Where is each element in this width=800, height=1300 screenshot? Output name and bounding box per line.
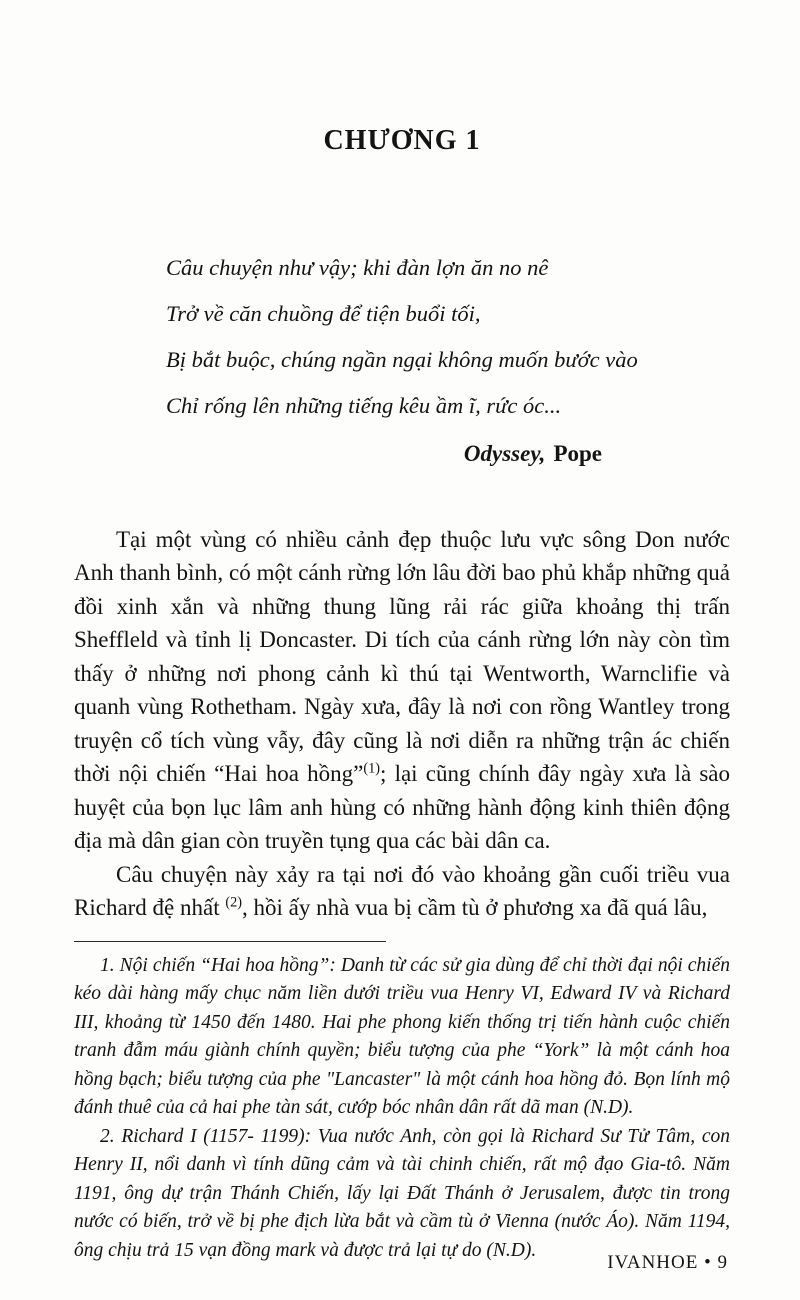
paragraph-1-text: Tại một vùng có nhiều cảnh đẹp thuộc lưu vực sông Don nước Anh thanh bình, có một cánh rừng lớn lâu đời bao phủ khắp những quả đồi xinh xắn và những thung lũng rải rác giữa khoảng thị trấn Sheffleld và tỉnh lị Doncaster. Di tích của cánh rừng lớn này còn tìm thấy ở những nơi phong cảnh kì thú tại Wentworth, Warnclifie và quanh vùng Rothetham. Ngày xưa, đây là nơi con rồng Wantley trong truyện cổ tích vùng vẫy, đây cũng là nơi diễn ra những trận ác chiến thời nội chiến “Hai hoa hồng”: [74, 526, 730, 787]
epigraph-line: Chỉ rống lên những tiếng kêu ầm ĩ, rức óc...: [166, 392, 562, 418]
body-paragraph-1: [74, 523, 730, 858]
footnote-ref-2: (2): [225, 894, 242, 911]
footnote-divider: [74, 941, 386, 942]
paragraph-1-text-cont: ; lại cũng chính đây ngày xưa là sào huyệt của bọn lục lâm anh hùng có những hành động kinh thiên động địa mà dân gian còn truyền tụng qua các bài dân ca.: [74, 761, 730, 854]
epigraph-line: Bị bắt buộc, chúng ngần ngại không muốn bước vào: [166, 346, 638, 372]
paragraph-2-text: Câu chuyện này xảy ra tại nơi đó vào khoảng gần cuối triều vua Richard đệ nhất: [74, 861, 730, 921]
body-paragraph-2: [74, 858, 730, 925]
chapter-title: CHƯƠNG 1: [323, 124, 481, 156]
epigraph: [166, 245, 730, 429]
epigraph-source-title: Odyssey,: [463, 440, 546, 466]
epigraph-attribution: [74, 441, 730, 467]
epigraph-line: Trở về căn chuồng để tiện buổi tối,: [166, 300, 481, 326]
paragraph-2-text-cont: , hồi ấy nhà vua bị cầm tù ở phương xa đã quá lâu,: [242, 895, 708, 921]
epigraph-line: Câu chuyện như vậy; khi đàn lợn ăn no nê: [166, 254, 549, 280]
footnote-2: 2. Richard I (1157- 1199): Vua nước Anh, còn gọi là Richard Sư Tử Tâm, con Henry II, nổi danh vì tính dũng cảm và tài chinh chiến, rất mộ đạo Gia-tô. Năm 1191, ông dự trận Thánh Chiến, lấy lại Đất Thánh ở Jerusalem, được tin trong nước có biến, trở về bị phe địch lừa bắt và cầm tù ở Vienna (nước Áo). Năm 1194, ông chịu trả 15 vạn đồng mark và được trả lại tự do (N.D).: [74, 1125, 730, 1261]
footnote-ref-1: (1): [363, 760, 381, 777]
epigraph-author: Pope: [553, 440, 602, 466]
page-footer: IVANHOE • 9: [607, 1252, 728, 1273]
footnote-1: 1. Nội chiến “Hai hoa hồng”: Danh từ các sử gia dùng để chỉ thời đại nội chiến kéo dài hàng mấy chục năm liền dưới triều vua Henry VI, Edward IV và Richard III, khoảng từ 1450 đến 1480. Hai phe phong kiến thống trị tiến hành cuộc chiến tranh đẫm máu giành chính quyền; biểu tượng của phe “York” là một cánh hoa hồng bạch; biểu tượng của phe "Lancaster" là một cánh hoa hồng đỏ. Bọn lính mộ đánh thuê của cả hai phe tàn sát, cướp bóc nhân dân rất dã man (N.D).: [74, 954, 730, 1119]
footnotes-section: [74, 941, 730, 1266]
body-text: [74, 523, 730, 925]
